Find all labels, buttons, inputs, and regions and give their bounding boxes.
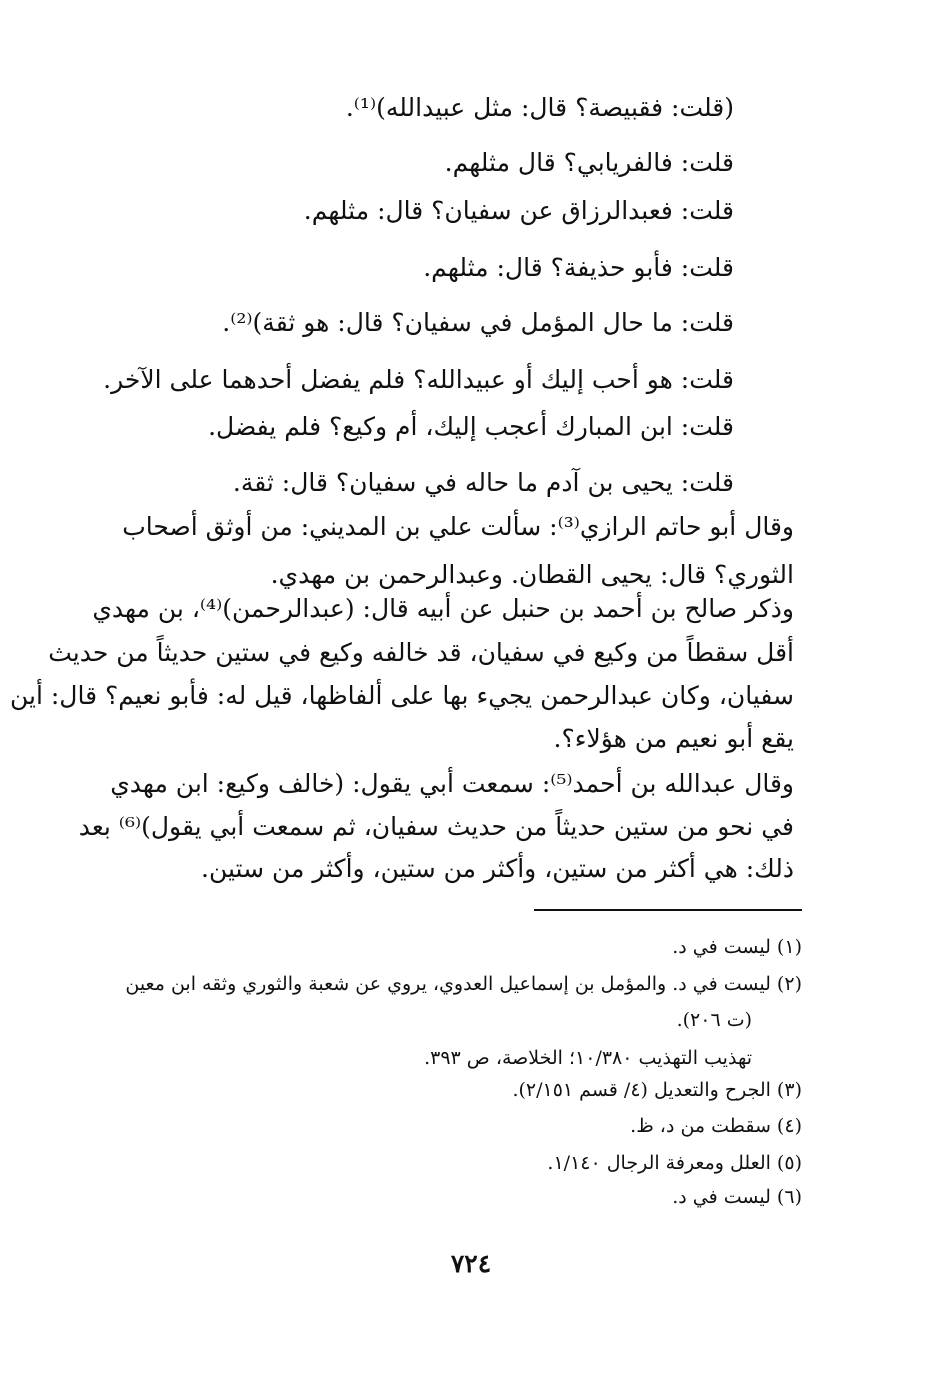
body-line: قلت: فالفريابي؟ قال مثلهم. — [444, 148, 734, 177]
footnote-line: (٥) العلل ومعرفة الرجال ١/١٤٠. — [547, 1152, 802, 1174]
body-line: وقال أبو حاتم الرازي⁽³⁾: سألت علي بن المديني: من أوثق أصحاب — [122, 512, 794, 541]
body-line: قلت: فعبدالرزاق عن سفيان؟ قال: مثلهم. — [303, 196, 734, 225]
body-line: وذكر صالح بن أحمد بن حنبل عن أبيه قال: (عبدالرحمن)⁽⁴⁾، بن مهدي — [92, 594, 794, 623]
body-line: ذلك: هي أكثر من ستين، وأكثر من ستين، وأكثر من ستين. — [201, 854, 794, 883]
body-line: قلت: هو أحب إليك أو عبيدالله؟ فلم يفضل أحدهما على الآخر. — [103, 365, 734, 394]
body-line: سفيان، وكان عبدالرحمن يجيء بها على ألفاظها، قيل له: فأبو نعيم؟ قال: أين — [10, 681, 794, 710]
footnote-line: (٢) ليست في د. والمؤمل بن إسماعيل العدوي، يروي عن شعبة والثوري وثقه ابن معين — [125, 973, 802, 995]
body-line: الثوري؟ قال: يحيى القطان. وعبدالرحمن بن مهدي. — [270, 560, 794, 589]
body-line: قلت: ابن المبارك أعجب إليك، أم وكيع؟ فلم يفضل. — [208, 412, 734, 441]
footnote-line: (ت ٢٠٦). — [676, 1009, 752, 1031]
body-line: (قلت: فقبيصة؟ قال: مثل عبيدالله)⁽¹⁾. — [345, 93, 734, 122]
footnote-separator — [534, 909, 802, 911]
footnote-line: (١) ليست في د. — [672, 936, 802, 958]
body-line: قلت: يحيى بن آدم ما حاله في سفيان؟ قال: ثقة. — [232, 468, 734, 497]
body-line: في نحو من ستين حديثاً من حديث سفيان، ثم سمعت أبي يقول)⁽⁶⁾ بعد — [78, 812, 794, 841]
footnote-line: تهذيب التهذيب ١٠/٣٨٠؛ الخلاصة، ص ٣٩٣. — [424, 1047, 752, 1069]
footnote-line: (٤) سقطت من د، ظ. — [630, 1115, 802, 1137]
body-line: قلت: فأبو حذيفة؟ قال: مثلهم. — [423, 253, 734, 282]
body-line: قلت: ما حال المؤمل في سفيان؟ قال: هو ثقة)⁽²⁾. — [222, 308, 734, 337]
body-line: أقل سقطاً من وكيع في سفيان، قد خالفه وكيع في ستين حديثاً من حديث — [48, 638, 794, 667]
body-line: وقال عبدالله بن أحمد⁽⁵⁾: سمعت أبي يقول: (خالف وكيع: ابن مهدي — [110, 769, 794, 798]
body-line: يقع أبو نعيم من هؤلاء؟. — [553, 724, 794, 753]
footnote-line: (٣) الجرح والتعديل (٤/ قسم ٢/١٥١). — [512, 1079, 802, 1101]
page-number: ٧٢٤ — [450, 1249, 492, 1278]
footnote-line: (٦) ليست في د. — [672, 1186, 802, 1208]
